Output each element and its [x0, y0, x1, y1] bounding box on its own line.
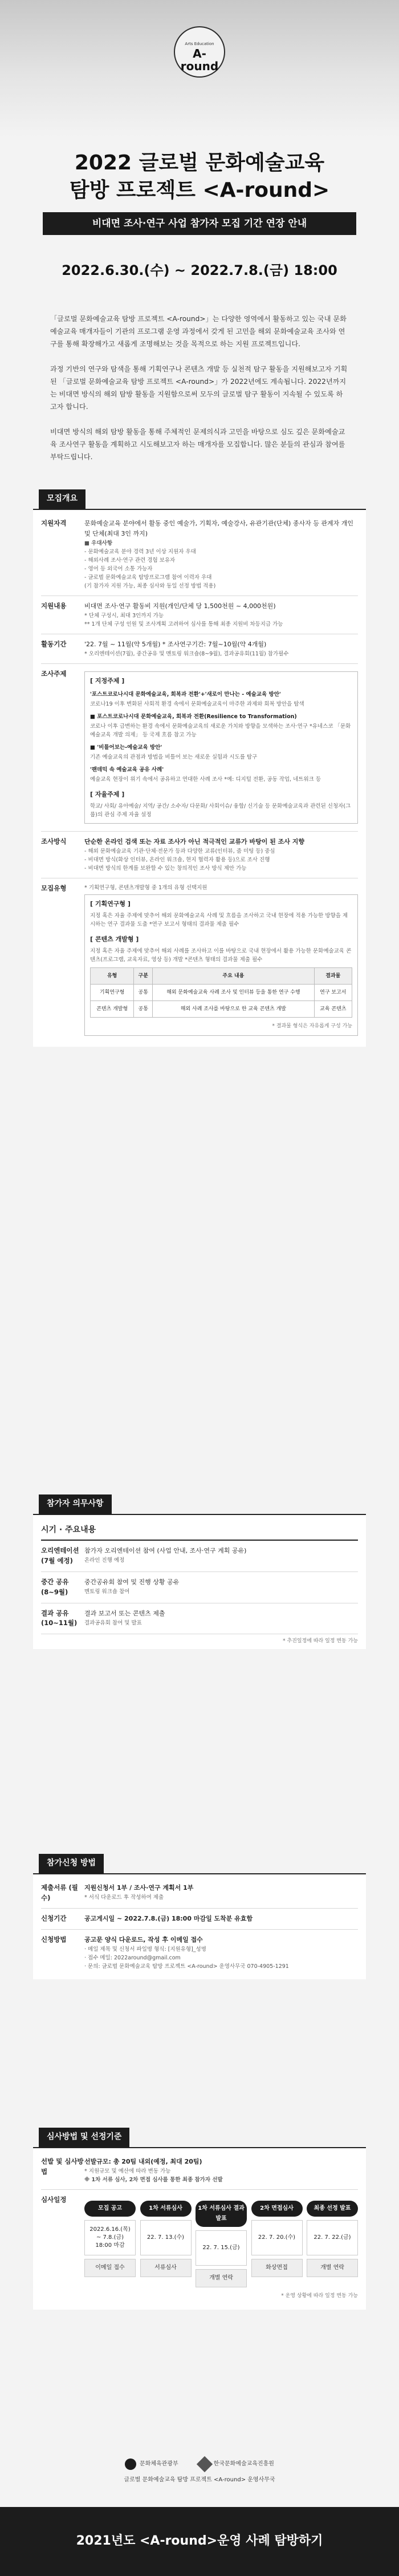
- row-label: 제출서류 (필수): [41, 1883, 78, 1902]
- row-value: [84, 1935, 358, 1971]
- row-main: * 기획연구형, 콘텐츠개발형 중 1개의 유형 선택지원: [84, 884, 207, 891]
- frame-text: 지정 혹은 자율 주제에 맞추어 해외 문화예술교육 사례 및 흐름을 조사하고 국내 현장에 적용 가능한 방향을 제시하는 연구 결과물 도출 *연구 보고서 형태의 결과물 제출 필수: [90, 912, 348, 927]
- section-recruit-overview: [33, 489, 366, 1047]
- flow-step-title: 2차 면접심사: [251, 2201, 303, 2217]
- row-note: - 비대면 방식(화상 인터뷰, 온라인 워크숍, 현지 협력자 활용 등)으로 조사 진행: [84, 856, 270, 863]
- row-method: [41, 832, 358, 878]
- frame-heading: [ 자율주제 ]: [90, 790, 125, 798]
- section-selection: [33, 2128, 366, 2310]
- section-obligations: [33, 1494, 366, 1649]
- row-note: * 단체 구성시, 최대 3인까지 가능: [84, 612, 164, 619]
- table-row: [91, 1001, 352, 1017]
- flow-step-method: 화상면접: [251, 2259, 303, 2277]
- application-table: [33, 1873, 366, 1980]
- frame-heading: [ 콘텐츠 개발형 ]: [90, 935, 139, 943]
- topic-desc: 예술교육 현장이 위기 속에서 공유하고 연대한 사례 조사 *예: 디지털 전환, 공동 작업, 네트워크 등: [90, 776, 321, 783]
- table-cell: 교육 콘텐츠: [314, 1001, 352, 1017]
- type-frame: [84, 894, 358, 1036]
- table-title: 시기 · 주요내용: [41, 1518, 358, 1541]
- row-note: ■ 우대사항: [84, 540, 112, 546]
- flow-step-title: 최종 선정 발표: [307, 2201, 358, 2217]
- row-orientation: [41, 1541, 358, 1572]
- a-round-logo: [174, 26, 225, 78]
- topic-desc: 코로나 이후 급변하는 환경 속에서 문화예술교육의 새로운 가치와 방향을 모색하는 조사·연구 *유네스코 「문화예술교육 개발 의제」 등 국제 흐름 참고 가능: [90, 723, 351, 738]
- row-value: [84, 837, 358, 873]
- title-line-1: 2022 글로벌 문화예술교육: [74, 151, 325, 175]
- flow-step-title: 1차 서류심사 결과 발표: [196, 2201, 247, 2227]
- row-main: 공고문 양식 다운로드, 작성 후 이메일 접수: [84, 1936, 203, 1944]
- row-item: 결과공유회 참여 및 발표: [84, 1619, 142, 1626]
- topic-frame: [84, 671, 358, 824]
- flow-step-date: 22. 7. 15.(금): [196, 2230, 247, 2266]
- flow-step-date: 22. 7. 22.(금): [307, 2220, 358, 2255]
- row-label: 조사방식: [41, 837, 67, 845]
- table-header: 결과물: [314, 967, 352, 984]
- footer-banner[interactable]: [0, 2507, 399, 2576]
- section-heading: 참가자 의무사항: [39, 1494, 112, 1514]
- footer-link-text[interactable]: 2021년도 <A-round>운영 사례 탐방하기: [76, 2534, 323, 2548]
- frame-text: 지정 혹은 자율 주제에 맞추어 해외 사례를 조사하고 이를 바탕으로 국내 현장에서 활용 가능한 문화예술교육 콘텐츠(프로그램, 교육자료, 영상 등) 개발 *콘텐츠 형태의 결과물 제출 필수: [90, 947, 352, 963]
- row-value: [84, 1609, 358, 1629]
- section-heading: 참가신청 방법: [39, 1854, 104, 1873]
- email-link[interactable]: · 접수 메일: 2022around@gmail.com: [84, 1955, 181, 1962]
- topic-title: ■ 포스트코로나시대 문화예술교육, 회복과 전환(Resilience to Transformation): [90, 713, 297, 720]
- flow-step: [307, 2201, 358, 2287]
- title-line-2: 탐방 프로젝트 <A-round>: [69, 179, 330, 202]
- row-note: - 해외 문화예술교육 기관·단체·전문가 등과 다양한 교류(인터뷰, 줌 미팅 등) 중심: [84, 848, 275, 854]
- row-apply-method: [41, 1930, 358, 1976]
- row-value: [84, 1577, 358, 1598]
- row-period: [41, 634, 358, 664]
- table-cell: 기획연구형: [91, 984, 134, 1001]
- row-value: [84, 1546, 358, 1566]
- row-value: [84, 669, 358, 826]
- row-schedule: [41, 2190, 358, 2306]
- row-type: [41, 878, 358, 1043]
- row-note: ※ 1차 서류 심사, 2차 면접 심사를 통한 최종 참가자 선발: [84, 2176, 223, 2183]
- row-main: 비대면 조사·연구 활동비 지원(개인/단체 당 1,500천원 ~ 4,000천원): [84, 602, 276, 610]
- row-note: (기 참가자 지원 가능, 최종 심사와 동일 선정 방법 적용): [84, 582, 216, 589]
- row-value: [84, 639, 358, 658]
- flow-step-date: 22. 7. 20.(수): [251, 2220, 303, 2255]
- row-value: [84, 1914, 358, 1924]
- row-main: 문화예술교육 분야에서 활동 중인 예술가, 기획자, 예술강사, 유관기관(단체) 종사자 등 관계자 개인 및 단체(최대 3인 까지): [84, 519, 353, 537]
- row-note: ** 1개 단체 구성 인원 및 조사계획 고려하여 심사를 통해 최종 지원비 차등지급 가능: [84, 621, 283, 627]
- table-cell: 연구 보고서: [314, 984, 352, 1001]
- row-documents: [41, 1878, 358, 1909]
- flow-step-date: 22. 7. 13.(수): [140, 2220, 192, 2255]
- flow-step-title: 모집 공고: [84, 2201, 136, 2217]
- frame-heading: [ 기획연구형 ]: [90, 900, 131, 908]
- sponsor-line: 글로벌 문화예술교육 탐방 프로젝트 <A-round> 운영사무국: [124, 2477, 275, 2483]
- sponsor-name: 한국문화예술교육진흥원: [213, 2461, 274, 2468]
- row-item: 멘토링 워크숍 참여: [84, 1589, 130, 1595]
- row-item: 온라인 진행 예정: [84, 1557, 125, 1564]
- table-cell: 콘텐츠 개발형: [91, 1001, 134, 1017]
- schedule-note: * 운영 상황에 따라 일정 변동 가능: [281, 2293, 358, 2299]
- row-label: 심사일정: [41, 2195, 67, 2204]
- row-note: · 메일 제목 및 신청서 파일명 형식: [지원유형]_성명: [84, 1946, 206, 1953]
- flow-step-method: 개별 연락: [307, 2259, 358, 2277]
- arte-logo: [199, 2458, 274, 2470]
- row-label: 결과 공유 (10~11월): [41, 1609, 78, 1627]
- row-label: 지원자격: [41, 519, 67, 527]
- row-eligibility: [41, 513, 358, 596]
- row-label: 신청방법: [41, 1935, 67, 1944]
- table-header: 주요 내용: [153, 967, 315, 984]
- table-note: * 결과물 형식은 자유롭게 구성 가능: [272, 1023, 352, 1029]
- table-cell: 해외 사례 조사를 바탕으로 한 교육 콘텐츠 개발: [153, 1001, 315, 1017]
- intro-paragraph: 과정 기반의 연구와 탐색을 통해 기획연구나 콘텐츠 개발 등 실천적 탐구 활동을 지원해보고자 기획된 「글로벌 문화예술교육 탐방 프로젝트 <A-round>」가 2022년에도 계속됩니다. 2022년까지는 비대면 방식의 해외 탐방 활동을 지원함으로써 모두의 글로벌 탐구 활동이 지속될 수 있도록 하고자 합니다.: [50, 365, 348, 411]
- row-midterm: [41, 1572, 358, 1603]
- row-label: 지원내용: [41, 601, 67, 610]
- flow-step: [196, 2201, 247, 2287]
- table-cell: 공통: [134, 984, 153, 1001]
- topic-title: '포스트코로나시대 문화예술교육, 회복과 전환'+'새로이 만나는 - 예술교육 방안': [90, 691, 281, 698]
- sponsor-logos: [0, 2458, 399, 2470]
- row-label: 중간 공유 (8~9월): [41, 1578, 69, 1596]
- table-header: 구분: [134, 967, 153, 984]
- topic-desc: 코로나19 이후 변화된 사회적 환경 속에서 문화예술교육이 마주한 과제와 회복 방안을 탐색: [90, 700, 304, 707]
- overview-table: [33, 509, 366, 1047]
- flow-step: [84, 2201, 136, 2287]
- type-table: [90, 967, 352, 1018]
- arte-emblem-icon: [197, 2456, 213, 2472]
- ministry-emblem-icon: [125, 2458, 136, 2470]
- section-heading: 모집개요: [39, 489, 85, 509]
- flow-step: [140, 2201, 192, 2287]
- row-note: - 비대면 방식의 한계를 보완할 수 있는 창의적인 조사 방식 제안 가능: [84, 865, 247, 872]
- row-label: 모집유형: [41, 884, 67, 892]
- flow-step-date: 2022.6.16.(목) ~ 7.8.(금) 18:00 마감: [84, 2220, 136, 2255]
- row-value: [84, 2195, 358, 2301]
- row-note: * 서식 다운로드 후 작성하여 제출: [84, 1894, 164, 1901]
- schedule-flow: [84, 2201, 358, 2287]
- row-value: [84, 601, 358, 629]
- table-cell: 공통: [134, 1001, 153, 1017]
- row-label: 조사주제: [41, 669, 67, 678]
- table-header: 유형: [91, 967, 134, 984]
- page-title: [0, 149, 399, 204]
- table-row: [91, 984, 352, 1001]
- topic-desc: 학교/ 사회/ 유아예술/ 지역/ 공간/ 소수자/ 다문화/ 사회이슈/ 융합/ 신기술 등 문화예술교육과 관련된 신청자(그룹)의 관심 주제 자율 설정: [90, 803, 351, 818]
- row-apply-period: [41, 1909, 358, 1930]
- row-note: * 오리엔테이션(7월), 중간공유 및 멘토링 워크숍(8~9월), 결과공유회(11월) 참가필수: [84, 650, 289, 657]
- flow-step: [251, 2201, 303, 2287]
- table-cell: 해외 문화예술교육 사례 조사 및 인터뷰 등을 통한 연구 수행: [153, 984, 315, 1001]
- row-selection: [41, 2152, 358, 2190]
- row-main: 공고게시일 ~ 2022.7.8.(금) 18:00 마감일 도착분 유효함: [84, 1915, 253, 1923]
- intro-paragraph: 「글로벌 문화예술교육 탐방 프로젝트 <A-round>」는 다양한 영역에서 활동하고 있는 국내 문화예술교육 매개자들이 기관의 프로그램 운영 과정에서 갖게 된 고민을 해외 문화예술교육 조사와 연구를 통해 확장해가고 새롭게 조명해보는 것을 목적으로 하는 지원 프로젝트입니다.: [50, 315, 347, 348]
- topic-title: ■ '비틀어보는-예술교육 방안': [90, 744, 162, 751]
- logo-caption: Arts Education: [185, 42, 214, 46]
- subtitle-banner: 비대면 조사·연구 사업 참가자 모집 기간 연장 안내: [43, 212, 356, 235]
- recruit-period: 2022.6.30.(수) ~ 2022.7.8.(금) 18:00: [62, 262, 337, 278]
- ministry-logo: [125, 2458, 178, 2470]
- row-main: 지원신청서 1부 / 조사·연구 계획서 1부: [84, 1884, 194, 1892]
- row-note: - 문화예술교육 분야 경력 3년 이상 지원자 우대: [84, 548, 196, 555]
- row-topic: [41, 664, 358, 832]
- obligations-table: [33, 1514, 366, 1650]
- row-item: 결과 보고서 또는 콘텐츠 제출: [84, 1609, 165, 1617]
- topic-title: '팬데믹 속 예술교육 공유 사례': [90, 766, 164, 773]
- row-label: 선발 및 심사방법: [41, 2157, 84, 2176]
- row-label: 오리엔테이션 (7월 예정): [41, 1546, 79, 1565]
- row-note: - 영어 등 외국어 소통 가능자: [84, 565, 153, 572]
- row-value: [84, 1883, 358, 1903]
- frame-heading: [ 지정주제 ]: [90, 677, 125, 684]
- row-label: 신청기간: [41, 1914, 67, 1923]
- row-result: [41, 1603, 358, 1635]
- row-main: '22. 7월 ~ 11월(약 5개월) * 조사연구기간: 7월~10월(약 4개월): [84, 640, 267, 648]
- sponsor-area: [0, 2458, 399, 2485]
- row-note: - 글로벌 문화예술교육 탐방프로그램 참여 이력자 우대: [84, 574, 212, 581]
- row-note: - 해외사례 조사·연구 관련 경험 보유자: [84, 557, 176, 564]
- row-item: 중간공유회 참여 및 진행 상황 공유: [84, 1578, 180, 1586]
- row-value: [84, 519, 358, 590]
- selection-table: [33, 2147, 366, 2310]
- row-note: · 문의: 글로벌 문화예술교육 탐방 프로젝트 <A-round> 운영사무국 070-4905-1291: [84, 1963, 289, 1970]
- row-value: [84, 884, 358, 1038]
- row-support: [41, 596, 358, 634]
- intro-paragraph: 비대면 방식의 해외 탐방 활동을 통해 주체적인 문제의식과 고민을 바탕으로 심도 깊은 문화예술교육 조사연구 활동을 계획하고 시도해보고자 하는 매개자를 모집합니다. 많은 분들의 관심과 참여를 부탁드립니다.: [50, 428, 345, 461]
- row-item: 참가자 오리엔테이션 참여 (사업 안내, 조사·연구 계획 공유): [84, 1547, 247, 1555]
- flow-step-method: 서류심사: [140, 2259, 192, 2277]
- intro-text: [50, 313, 349, 476]
- topic-desc: 기존 예술교육의 관점과 방법을 비틀어 보는 새로운 실험과 시도를 탐구: [90, 754, 258, 760]
- flow-step-title: 1차 서류심사: [140, 2201, 192, 2217]
- section-note: * 추진일정에 따라 일정 변동 가능: [283, 1638, 358, 1645]
- section-application: [33, 1854, 366, 1979]
- logo-text: A-round: [180, 46, 219, 73]
- row-value: [84, 2157, 358, 2184]
- sponsor-name: 문화체육관광부: [140, 2461, 178, 2468]
- row-label: 활동기간: [41, 639, 67, 648]
- section-heading: 심사방법 및 선정기준: [39, 2128, 129, 2147]
- flow-step-method: 이메일 접수: [84, 2259, 136, 2277]
- flow-step-method: 개별 연락: [196, 2269, 247, 2287]
- row-main: 단순한 온라인 검색 또는 자료 조사가 아닌 적극적인 교류가 바탕이 된 조사 지향: [84, 837, 304, 845]
- row-note: * 지원규모 및 예산에 따라 변동 가능: [84, 2168, 171, 2174]
- row-main: 선발규모: 총 20팀 내외(예정, 최대 20팀): [84, 2157, 202, 2165]
